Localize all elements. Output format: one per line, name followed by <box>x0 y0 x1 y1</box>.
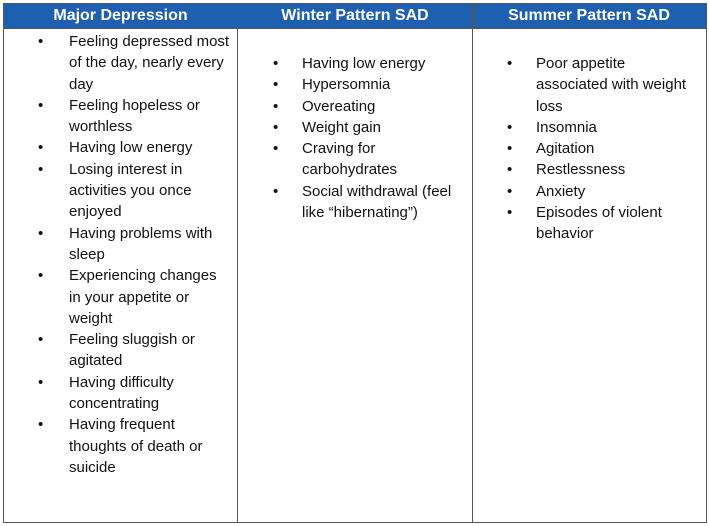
list-item-text: Social withdrawal (feel like “hibernating”) <box>302 182 452 222</box>
bullet-icon: • <box>273 97 279 115</box>
bullet-icon: • <box>38 267 44 285</box>
list-item-text: Overeating <box>302 97 376 115</box>
list-item-text: Insomnia <box>536 118 597 136</box>
winter-pattern-cell <box>238 29 473 522</box>
bullet-icon: • <box>507 204 513 222</box>
bullet-icon: • <box>273 76 279 94</box>
list-item <box>238 138 472 181</box>
bullet-icon: • <box>38 96 44 114</box>
bullet-icon: • <box>273 118 279 136</box>
bullet-icon: • <box>38 416 44 434</box>
summer-pattern-cell <box>473 29 706 522</box>
list-item <box>4 414 237 478</box>
list-item <box>238 96 472 117</box>
list-item-text: Poor appetite associated with weight loss <box>536 55 687 115</box>
bullet-icon: • <box>273 182 279 200</box>
list-item <box>238 53 472 74</box>
list-item-text: Feeling depressed most of the day, nearly every day <box>69 33 230 93</box>
list-item-text: Restlessness <box>536 161 626 179</box>
list-item-text: Craving for carbohydrates <box>302 140 398 179</box>
list-item <box>4 95 237 138</box>
list-item <box>473 159 706 180</box>
list-item <box>4 223 237 266</box>
major-depression-cell <box>4 29 238 522</box>
list-item-text: Episodes of violent behavior <box>536 204 662 243</box>
list-item <box>4 372 237 415</box>
list-item-text: Weight gain <box>302 118 381 136</box>
list-item <box>473 202 706 245</box>
bullet-icon: • <box>507 161 513 179</box>
header-winter-pattern-sad: Winter Pattern SAD <box>238 4 473 29</box>
header-major-depression: Major Depression <box>4 4 238 29</box>
bullet-icon: • <box>273 55 279 72</box>
list-item-text: Experiencing changes in your appetite or weight <box>69 267 217 327</box>
bullet-icon: • <box>38 331 44 349</box>
list-item <box>473 138 706 159</box>
symptoms-comparison-table <box>3 3 707 523</box>
list-item <box>4 265 237 329</box>
list-item-text: Feeling sluggish or agitated <box>69 331 195 370</box>
bullet-icon: • <box>273 140 279 158</box>
bullet-icon: • <box>38 160 44 178</box>
bullet-icon: • <box>507 182 513 200</box>
bullet-icon: • <box>507 140 513 158</box>
list-item-text: Agitation <box>536 140 595 158</box>
list-item <box>4 137 237 158</box>
list-item-text: Feeling hopeless or worthless <box>69 96 200 136</box>
summer-pattern-list <box>473 29 706 245</box>
header-summer-pattern-sad: Summer Pattern SAD <box>473 4 706 29</box>
list-item-text: Hypersomnia <box>302 76 391 94</box>
list-item-text: Having low energy <box>69 139 193 157</box>
list-item <box>473 181 706 202</box>
list-item <box>238 117 472 138</box>
major-depression-list <box>4 29 237 478</box>
list-item <box>4 31 237 95</box>
list-item <box>238 181 472 224</box>
bullet-icon: • <box>38 139 44 157</box>
list-item-text: Having frequent thoughts of death or suicide <box>69 416 203 476</box>
bullet-icon: • <box>38 224 44 242</box>
list-item-text: Anxiety <box>536 182 586 200</box>
list-item-text: Having problems with sleep <box>69 224 213 263</box>
list-item <box>473 53 706 117</box>
bullet-icon: • <box>507 55 513 72</box>
bullet-icon: • <box>38 33 44 50</box>
list-item <box>4 159 237 223</box>
list-item <box>238 74 472 95</box>
list-item-text: Having low energy <box>302 55 426 72</box>
list-item-text: Having difficulty concentrating <box>69 373 174 413</box>
winter-pattern-list <box>238 29 472 223</box>
bullet-icon: • <box>38 373 44 391</box>
list-item <box>4 329 237 372</box>
list-item <box>473 117 706 138</box>
bullet-icon: • <box>507 118 513 136</box>
list-item-text: Losing interest in activities you once enjoyed <box>69 160 192 221</box>
